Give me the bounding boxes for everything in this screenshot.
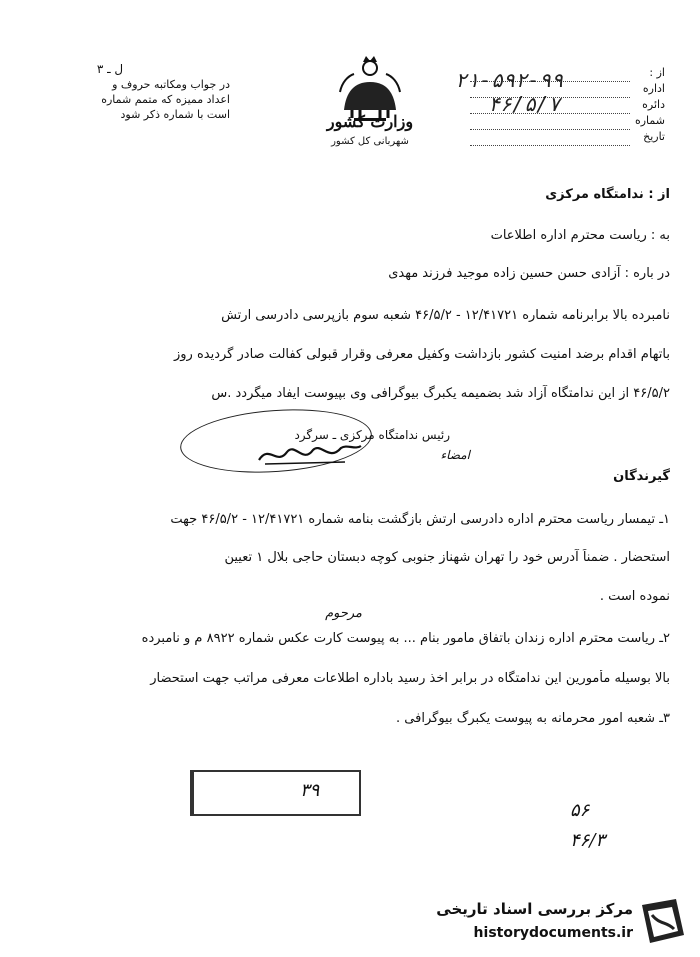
ministry-title: وزارت کشور — [326, 112, 414, 131]
addressee-line: به : ریاست محترم اداره اطلاعات — [490, 228, 670, 243]
department-title: شهربانی کل کشور — [331, 136, 409, 147]
margin-note: ۵۶ — [570, 800, 590, 821]
handwritten-signature-icon — [255, 438, 365, 470]
division-label: دائره — [642, 98, 665, 111]
archive-url: historydocuments.ir — [473, 925, 633, 941]
signature-title: رئیس ندامتگاه مرکزی ـ سرگرد — [294, 428, 450, 442]
from-label: از : — [649, 66, 665, 79]
sender-line: از : ندامتگاه مرکزی — [545, 187, 670, 202]
margin-note: ۴۶/۳ — [570, 830, 606, 851]
office-label: اداره — [642, 82, 665, 95]
field-rule — [470, 128, 630, 130]
letter-number: ۲۱-۵۹۲-۹۹ — [455, 68, 564, 92]
field-rule — [470, 144, 630, 146]
recipient-item: نموده است . — [599, 589, 670, 604]
note-line: است با شماره ذکر شود — [120, 108, 230, 121]
note-line: در جواب ومکاتبه حروف و — [112, 78, 230, 91]
date-label: تاریخ — [643, 130, 665, 143]
recipient-item: استحضار . ضمناً آدرس خود را تهران شهناز جنوبی کوچه دبستان حاجی بلال ۱ تعیین — [224, 550, 670, 565]
filing-stamp-number: ۳۹ — [300, 780, 320, 801]
recipients-heading: گیرندگان — [613, 469, 670, 484]
note-line: اعداد ممیزه که متمم شماره — [101, 93, 230, 106]
recipient-item: ۳ـ شعبه امور محرمانه به پیوست یکبرگ بیوگرافی . — [396, 711, 670, 726]
body-paragraph-line: ۴۶/۵/۲ از این ندامتگاه آزاد شد بضمیمه یکبرگ بیوگرافی وی بپیوست ایفاد میگردد .س — [211, 386, 670, 401]
signature-mark: امضاء — [440, 448, 470, 462]
letter-date: ۴۶/۵/۷ — [488, 92, 561, 116]
body-paragraph-line: باتهام اقدام برضد امنیت کشور بازداشت وکفیل معرفی وقرار قبولی کفالت صادر گردیده روز — [174, 347, 670, 362]
subject-line: در باره : آزادی حسن حسین زاده موجید فرزند مهدی — [388, 266, 670, 281]
handwritten-note: مرحوم — [325, 606, 362, 621]
form-code: ل ـ ۳ — [96, 62, 124, 76]
archive-logo-icon — [636, 895, 690, 949]
recipient-item: ۱ـ تیمسار ریاست محترم اداره دادرسی ارتش بازگشت بنامه شماره ۱۲/۴۱۷۲۱ - ۴۶/۵/۲ جهت — [170, 512, 670, 527]
archive-name: مرکز بررسی اسناد تاریخی — [436, 900, 633, 918]
recipient-item: ۲ـ ریاست محترم اداره زندان باتفاق مامور بنام ... به پیوست کارت عکس شماره ۸۹۲۲ م و نامبرده — [141, 631, 670, 646]
body-paragraph-line: نامبرده بالا برابرنامه شماره ۱۲/۴۱۷۲۱ - ۴۶/۵/۲ شعبه سوم بازپرسی دادرسی ارتش — [221, 308, 670, 323]
number-label: شماره — [634, 114, 665, 127]
recipient-item: بالا بوسیله مأمورین این ندامتگاه در برابر اخذ رسید باداره اطلاعات معرفی مراتب جهت استحضار — [150, 671, 670, 686]
reference-note — [30, 62, 230, 122]
